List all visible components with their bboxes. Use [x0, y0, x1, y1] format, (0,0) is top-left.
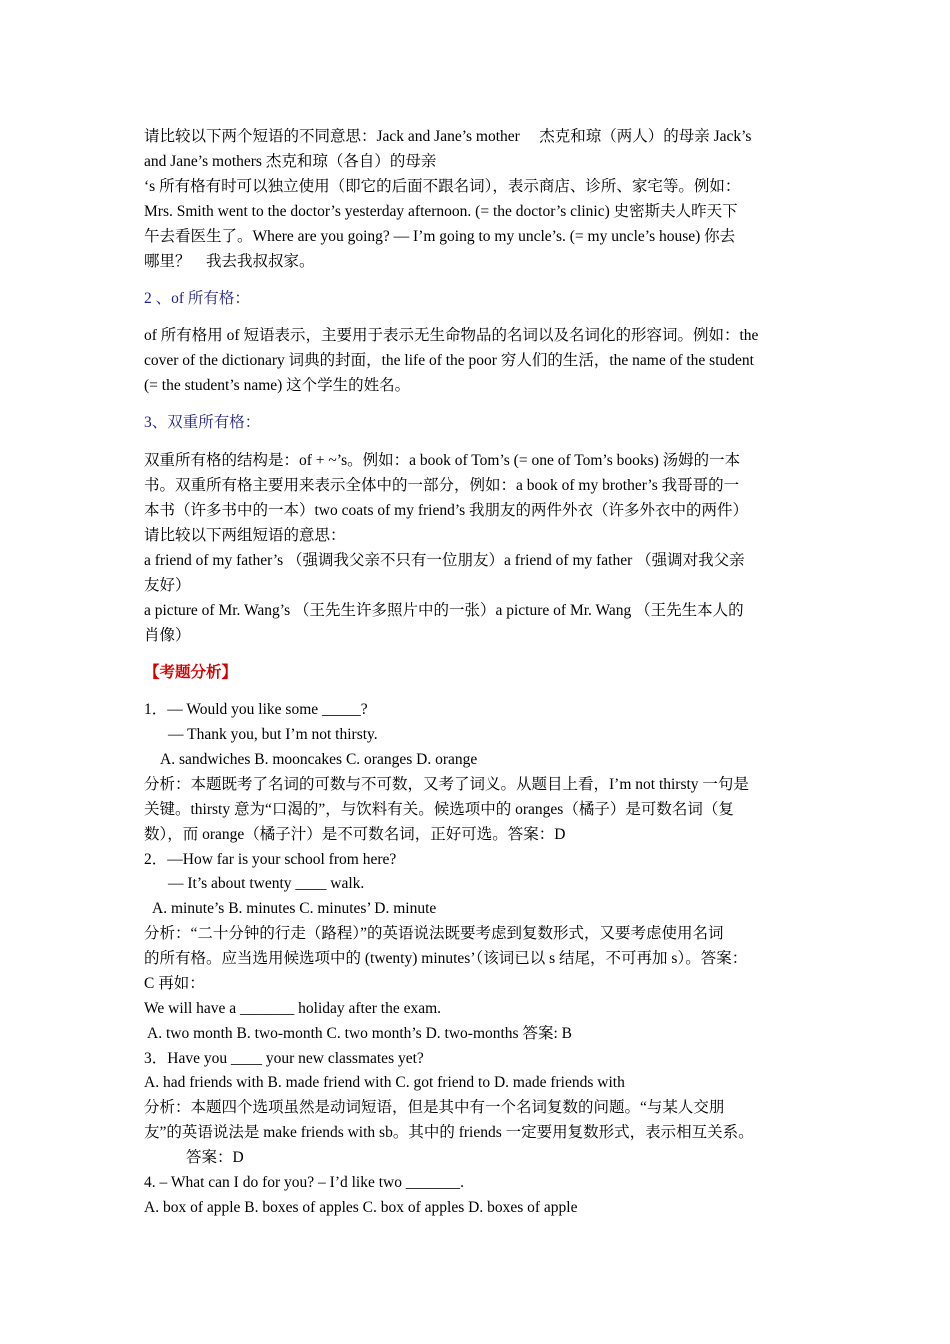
text-line: 关键。thirsty 意为“口渴的”，与饮料有关。候选项中的 oranges（橘子）是可数名词（复 [144, 801, 734, 818]
text-line: a picture of Mr. Wang’s （王先生许多照片中的一张）a picture of Mr. Wang （王先生本人的 [144, 602, 744, 619]
text-line: 数），而 orange（橘子汁）是不可数名词，正好可选。答案：D [144, 826, 566, 843]
text-line: ‘s 所有格有时可以独立使用（即它的后面不跟名词），表示商店、诊所、家宅等。例如： [144, 178, 741, 195]
question-1-options: A. sandwiches B. mooncakes C. oranges D. orange [160, 751, 478, 768]
question-4: 4. – What can I do for you? – I’d like two _______. [144, 1174, 464, 1191]
question-3: 3．Have you ____ your new classmates yet? [144, 1050, 424, 1067]
text-line: 请比较以下两个短语的不同意思：Jack and Jane’s mother 杰克和琼（两人）的母亲 Jack’s [144, 128, 752, 145]
text-line: Mrs. Smith went to the doctor’s yesterday afternoon. (= the doctor’s clinic) 史密斯夫人昨天下 [144, 203, 738, 220]
text-line: 书。双重所有格主要用来表示全体中的一部分，例如：a book of my brother’s 我哥哥的一 [144, 477, 740, 494]
text-line: We will have a _______ holiday after the exam. [144, 1000, 442, 1017]
text-line: C 再如： [144, 975, 205, 992]
text-line: 分析：本题四个选项虽然是动词短语，但是其中有一个名词复数的问题。“与某人交朋 [144, 1099, 725, 1116]
text-line: 分析：“二十分钟的行走（路程）”的英语说法既要考虑到复数形式，又要考虑使用名词 [144, 925, 724, 942]
analysis-heading: 【考题分析】 [144, 664, 238, 681]
text-line: a friend of my father’s （强调我父亲不只有一位朋友）a friend of my father （强调对我父亲 [144, 552, 745, 569]
question-4-options: A. box of apple B. boxes of apples C. box of apples D. boxes of apple [144, 1199, 578, 1216]
text-line: 友好） [144, 577, 191, 594]
text-line: 友”的英语说法是 make friends with sb。其中的 friends 一定要用复数形式，表示相互关系。 [144, 1124, 754, 1141]
text-line: 双重所有格的结构是：of + ~’s。例如：a book of Tom’s (= one of Tom’s books) 汤姆的一本 [144, 452, 741, 469]
text-line: 分析：本题既考了名词的可数与不可数，又考了词义。从题目上看，I’m not thirsty 一句是 [144, 776, 749, 793]
question-3-options: A. had friends with B. made friend with C. got friend to D. made friends with [144, 1074, 625, 1091]
text-line: 午去看医生了。Where are you going? — I’m going to my uncle’s. (= my uncle’s house) 你去 [144, 228, 736, 245]
section-heading-of-possessive: 2 、of 所有格： [144, 290, 250, 307]
text-line: 哪里？ 我去我叔叔家。 [144, 253, 315, 270]
text-line: 本书（许多书中的一本）two coats of my friend’s 我朋友的两件外衣（许多外衣中的两件） [144, 502, 749, 519]
question-2: 2．—How far is your school from here? [144, 851, 397, 868]
text-line: and Jane’s mothers 杰克和琼（各自）的母亲 [144, 153, 437, 170]
text-line: of 所有格用 of 短语表示，主要用于表示无生命物品的名词以及名词化的形容词。例如：the [144, 327, 759, 344]
text-line: (= the student’s name) 这个学生的姓名。 [144, 377, 411, 394]
text-line: 肖像） [144, 627, 191, 644]
question-2-options: A. minute’s B. minutes C. minutes’ D. minute [152, 900, 437, 917]
text-line: — It’s about twenty ____ walk. [168, 875, 365, 892]
section-heading-double-possessive: 3、双重所有格： [144, 414, 261, 431]
text-line: — Thank you, but I’m not thirsty. [168, 726, 378, 743]
question-1: 1．— Would you like some _____? [144, 701, 368, 718]
text-line: 的所有格。应当选用候选项中的 (twenty) minutes’（该词已以 s 结尾，不可再加 s）。答案： [144, 950, 748, 967]
text-line: A. two month B. two-month C. two month’s D. two-months 答案: B [147, 1025, 572, 1042]
text-line: cover of the dictionary 词典的封面，the life of the poor 穷人们的生活，the name of the student [144, 352, 754, 369]
text-line: 请比较以下两组短语的意思： [144, 527, 346, 544]
text-line: 答案：D [186, 1149, 244, 1166]
